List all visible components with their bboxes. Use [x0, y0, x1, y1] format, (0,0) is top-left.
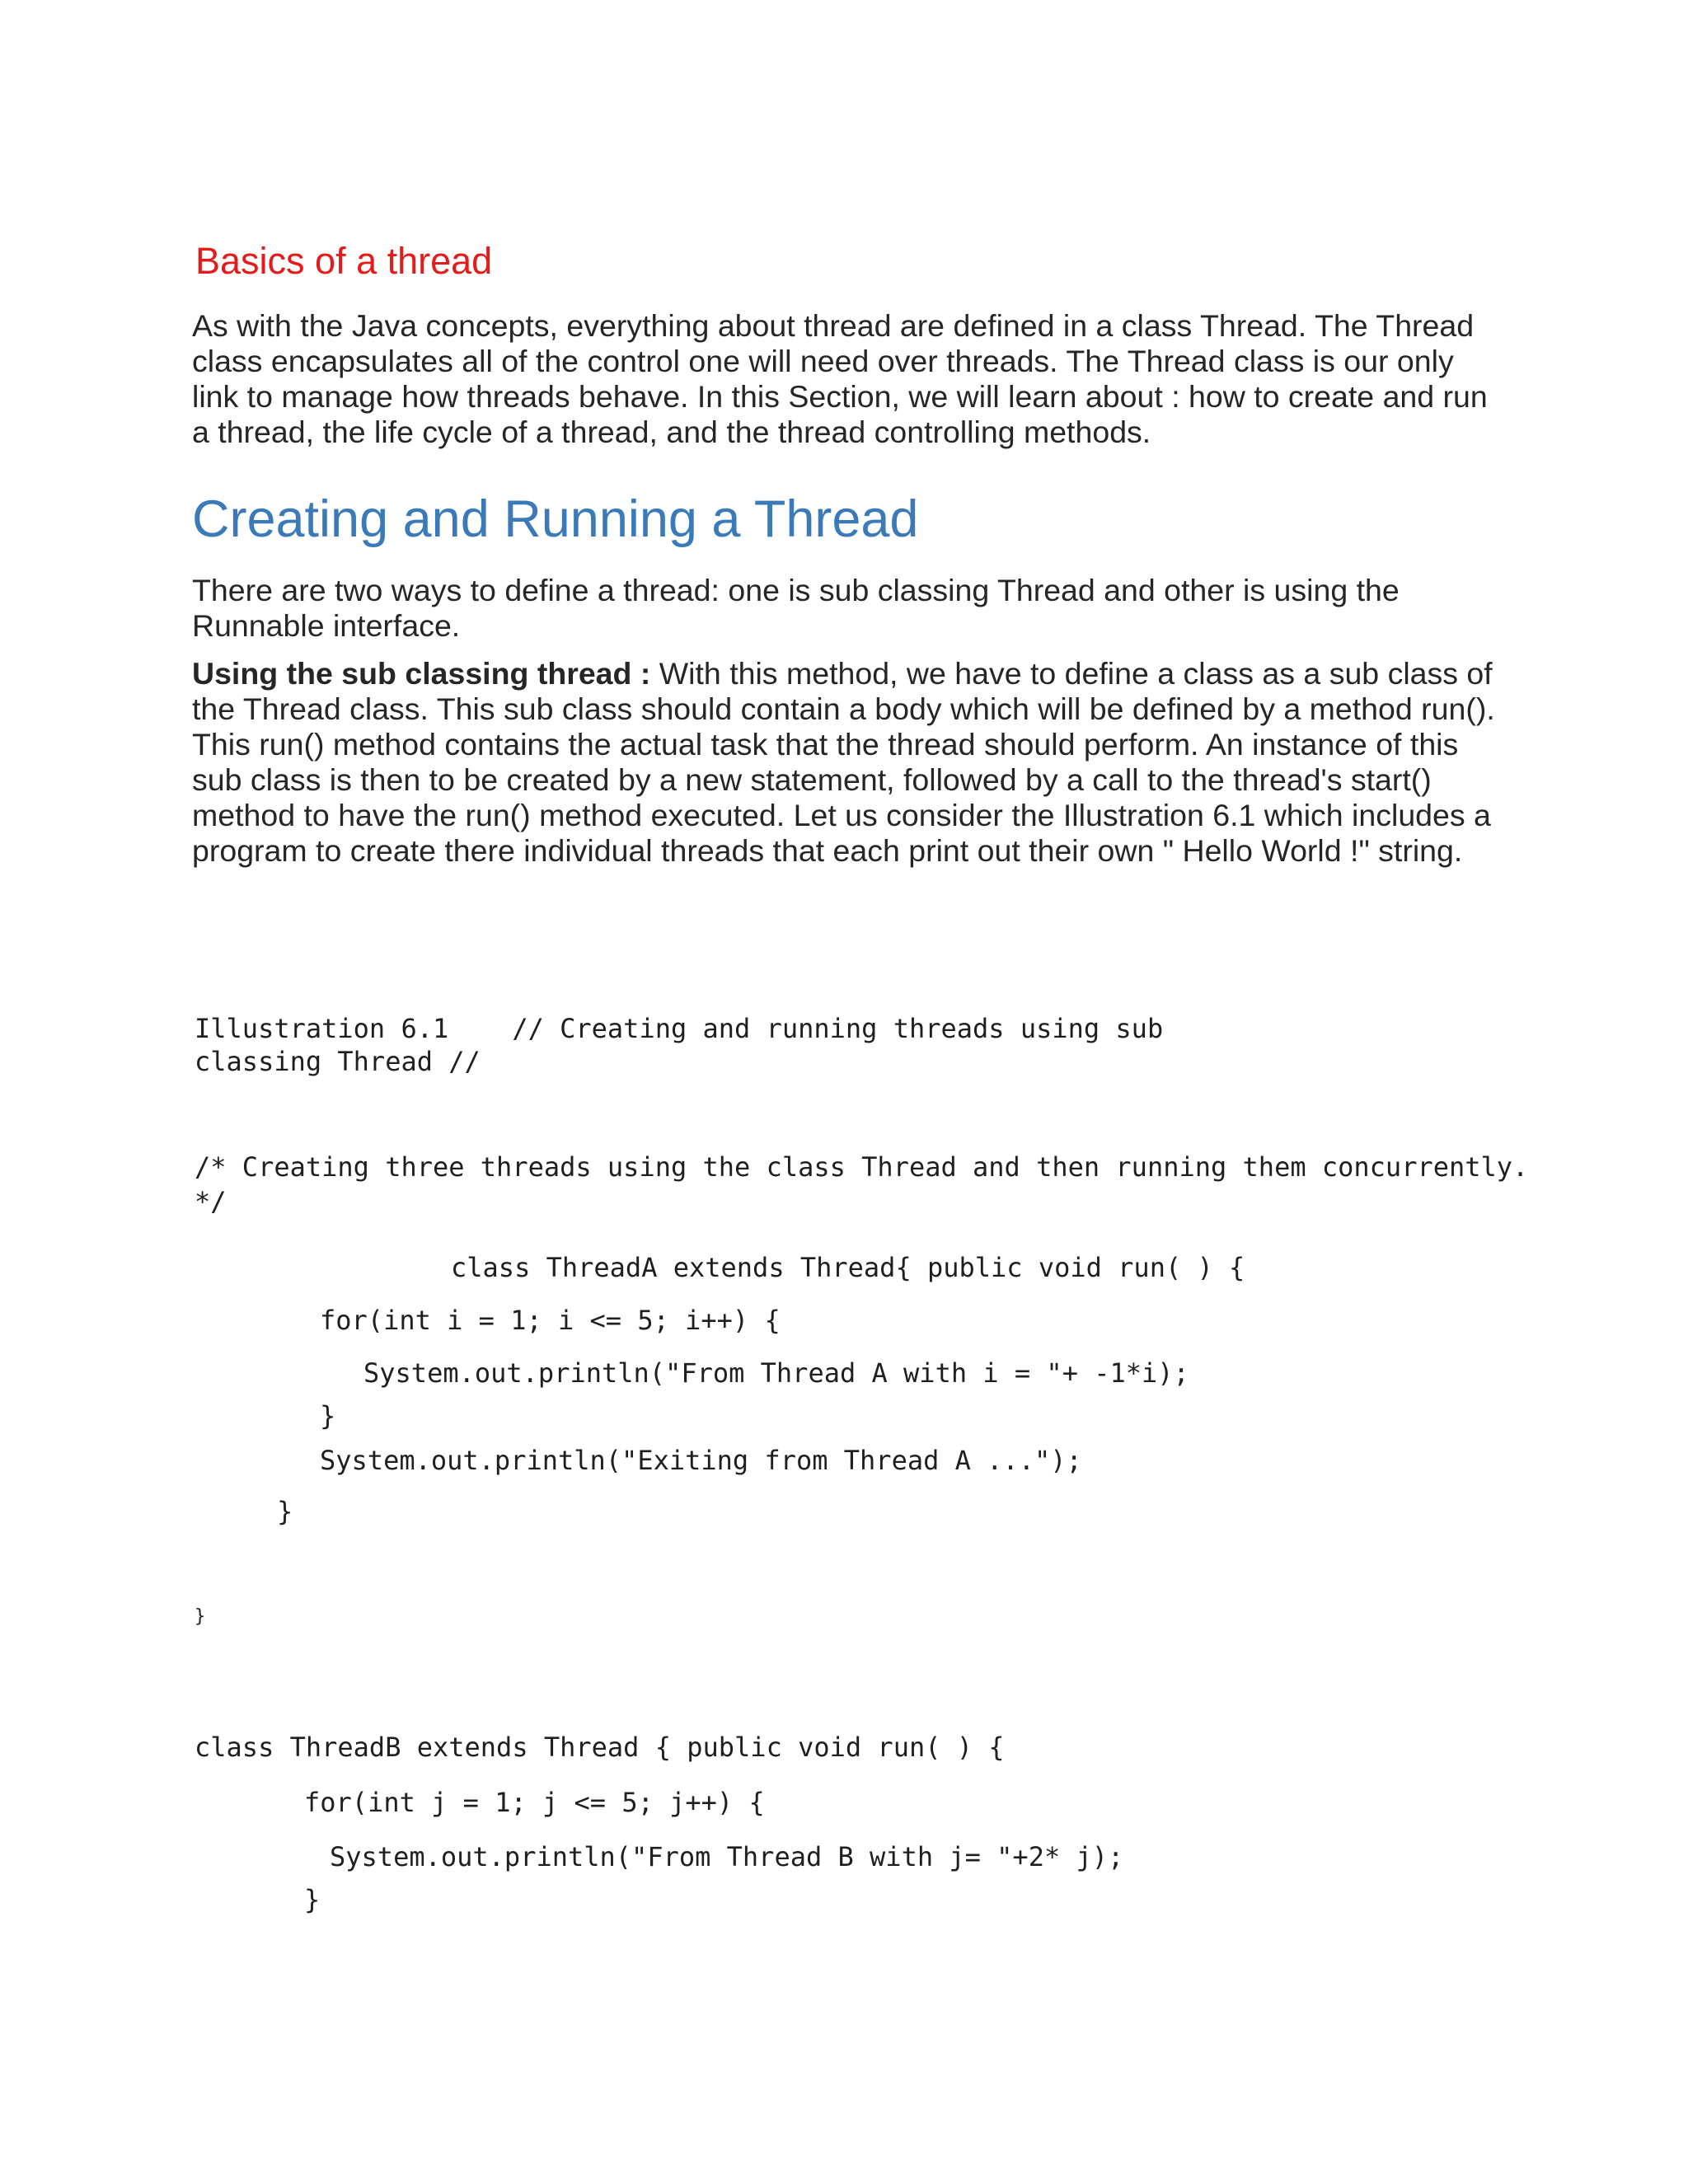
main-heading: Creating and Running a Thread [192, 490, 919, 548]
code-threadA-for: for(int i = 1; i <= 5; i++) { [320, 1305, 781, 1336]
ways-paragraph: There are two ways to define a thread: one is sub classing Thread and other is using the Runnable interface. [192, 573, 1400, 643]
intro-paragraph: As with the Java concepts, everything about thread are defined in a class Thread. The Thread class encapsulates all of the control one will need over threads. The Thread class is our only link to manage how threads behave. In this Section, we will learn about : how to create and run a thread, the life cycle of a thread, and the thread controlling methods. [192, 308, 1488, 449]
illustration-caption-line1: Illustration 6.1 // Creating and running threads using sub [195, 1013, 1164, 1044]
code-threadA-declaration: class ThreadA extends Thread{ public void run( ) { [451, 1252, 1245, 1283]
code-threadA-print: System.out.println("From Thread A with i = "+ -1*i); [363, 1357, 1189, 1389]
section-heading: Basics of a thread [195, 240, 493, 282]
code-comment-line2: */ [195, 1186, 227, 1217]
code-threadB-close-for: } [304, 1884, 321, 1915]
code-threadA-close-for: } [320, 1400, 336, 1432]
code-threadB-print: System.out.println("From Thread B with j= "+2* j); [330, 1841, 1124, 1872]
subclass-bold-lead: Using the sub classing thread : [192, 656, 651, 691]
code-threadA-exit: System.out.println("Exiting from Thread A ..."); [320, 1445, 1082, 1476]
code-threadA-close-class: } [195, 1606, 206, 1627]
illustration-caption-line2: classing Thread // [195, 1046, 481, 1077]
code-threadA-close-method: } [277, 1496, 293, 1527]
code-comment-line1: /* Creating three threads using the class Thread and then running them concurrently. [195, 1151, 1529, 1183]
code-threadB-for: for(int j = 1; j <= 5; j++) { [304, 1787, 765, 1818]
subclass-paragraph [192, 656, 1503, 869]
subclass-text: With this method, we have to define a class as a sub class of the Thread class. This sub class should contain a body which will be defined by a method run(). This run() method contains the actual task that the thread should perform. An instance of this sub class is then to be created by a new statement, followed by a call to the thread's start() method to have the run() method executed. Let us consider the Illustration 6.1 which includes a program to create there individual threads that each print out their own " Hello World !" string. [192, 656, 1495, 868]
code-threadB-declaration: class ThreadB extends Thread { public void run( ) { [195, 1732, 1005, 1763]
